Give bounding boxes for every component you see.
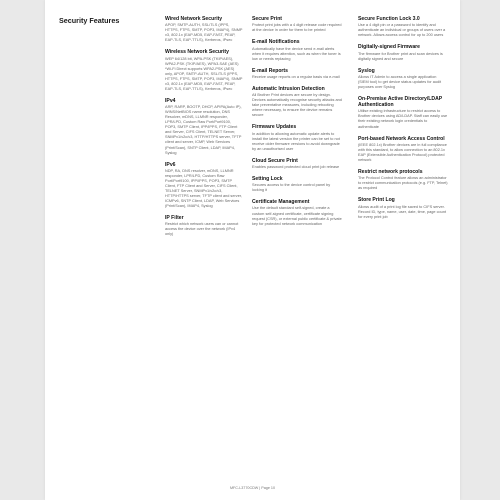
feature-heading: Port-based Network Access Control	[358, 135, 445, 142]
column-1	[165, 16, 243, 244]
feature-heading: Digitally-signed Firmware	[358, 44, 420, 51]
feature-description: Enables password protected cloud print job release	[252, 164, 340, 169]
feature-block	[165, 49, 243, 92]
feature-description: Automatically have the device send e-mail alerts when it requires attention, such as when the toner is low or needs replacing	[252, 46, 341, 61]
feature-block	[358, 197, 448, 219]
feature-heading: Syslog	[358, 67, 375, 74]
feature-block	[165, 98, 243, 156]
feature-description: Receive usage reports on a regular basis via e-mail	[252, 74, 340, 79]
feature-block	[252, 16, 342, 33]
feature-heading: Setting Lock	[252, 175, 283, 182]
feature-heading: Store Print Log	[358, 197, 395, 204]
feature-block	[252, 199, 342, 226]
feature-block	[358, 16, 448, 38]
feature-heading: IPv6	[165, 161, 176, 168]
feature-description: The firmware for Brother print and scan devices is digitally signed and secure	[358, 51, 443, 61]
feature-block	[358, 169, 448, 191]
feature-description: Allows IT Admin to access a single application (SIEM tool) to get device status updates for audit purposes over Syslog	[358, 74, 442, 89]
feature-heading: E-mail Reports	[252, 67, 288, 74]
feature-heading: Secure Print	[252, 16, 283, 22]
feature-description: Utilise existing infrastructure to restrict access to Brother devices using AD/LDAP. Staff can easily use their existing network login credentials to authenticate	[358, 109, 448, 129]
feature-block	[252, 158, 342, 170]
feature-description: WEP 64/128 bit, WPA-PSK (TKIP/AES), WPA2-PSK (TKIP/AES), WPA3-SAE (AES) *Wi-Fi Direct supports WPA2-PSK (AES) only, APOP, SMTP-AUTH, SSL/TLS (IPPS, HTTPS, FTPS, SMTP, POP3, IMAP4), SNMP v3, 802.1x (EAP-MD5, EAP-FAST, PEAP, EAP-TLS, EAP-TTLS), Kerberos, IPsec	[165, 56, 243, 91]
feature-description: Secures access to the device control panel by locking it	[252, 183, 331, 193]
feature-heading: Wired Network Security	[165, 16, 223, 22]
feature-heading: Secure Function Lock 3.0	[358, 16, 420, 22]
feature-block	[358, 68, 448, 90]
feature-description: All Brother Print devices are secure by design. Devices automatically recognise security attacks and take preventative measures, including rebooting where necessary, to ensure the device remains secure	[252, 93, 342, 118]
feature-description: (IEEE 802.1x) Brother devices are in full compliance with this standard, to allow connection to an 802.1x EAP (Extensible Authentication Protocol) protected network	[358, 142, 447, 162]
feature-description: Restrict which network users can or cannot access the device over the network (IPv4 only)	[165, 222, 239, 237]
feature-block	[358, 136, 448, 163]
feature-description: Allows audit of a print log file saved to CIFS server. Record ID, type, name, user, date, time, page count for every print job	[358, 204, 447, 219]
feature-heading: IP Filter	[165, 215, 184, 222]
column-3	[358, 16, 448, 226]
feature-description: In addition to allowing automatic update alerts to install the latest version the printer can be set to not receive older firmware versions to avoid downgrade by an unauthorised user	[252, 131, 340, 151]
feature-heading: Firmware Updates	[252, 124, 297, 131]
feature-description: APOP, SMTP-AUTH, SSL/TLS (IPPS, HTTPS, FTPS, SMTP, POP3, IMAP4), SNMP v3, 802.1x (EAP-MD5, EAP-FAST, PEAP, EAP-TLS, EAP-TTLS), Kerberos, IPsec	[165, 23, 243, 43]
feature-block	[252, 68, 342, 80]
feature-block	[252, 39, 342, 61]
feature-block	[358, 96, 448, 130]
column-2	[252, 16, 342, 233]
feature-heading: On-Premise Active Directory/LDAP Authentication	[358, 95, 443, 109]
page-footer: MFC-L3770CDW | Page 10	[229, 486, 276, 490]
feature-heading: Wireless Network Security	[165, 49, 229, 56]
feature-heading: Certificate Management	[252, 199, 310, 206]
feature-heading: E-mail Notifications	[252, 39, 300, 46]
feature-description: Use the default standard self-signed, create a custom self-signed certificate, certificate signing request (CSR), or external public certificate & private key for protected network communication	[252, 206, 342, 226]
feature-block	[252, 176, 342, 193]
feature-block	[165, 215, 243, 237]
feature-description: ARP, RARP, BOOTP, DHCP, APIPA(Auto IP), WINS/NetBIOS name resolution, DNS Resolver, mDNS, LLMNR responder, LPR/LPD, Custom Raw Port/Port9100, POP3, SMTP Client, IPP/IPPS, FTP Client and Server, CIFS Client, TELNET Server, SNMPv1/v2c/v3, HTTP/HTTPS server, TFTP client and server, ICMP, Web Services (Print/Scan), SNTP Client, LDAP, IMAP4, Syslog	[165, 105, 242, 155]
section-title: Security Features	[59, 16, 120, 25]
feature-description: NDP, RA, DNS resolver, mDNS, LLMNR responder, LPR/LPD, Custom Raw Port/Port9100, IPP/IPPS, POP3, SMTP Client, FTP Client and Server, CIFS Client, TELNET Server, SNMPv1/v2c/v3, HTTP/HTTPS server, TFTP client and server, ICMPv6, SNTP Client, LDAP, Web Services (Print/Scan), IMAP4, Syslog	[165, 168, 242, 209]
feature-description: The Protocol Control feature allows an administrator to restrict communication protocols (e.g. FTP, Telnet) as required	[358, 176, 448, 191]
feature-block	[165, 162, 243, 210]
feature-block	[165, 16, 243, 43]
feature-heading: Cloud Secure Print	[252, 157, 298, 164]
feature-description: Use a 4 digit pin or a password to identify and authenticate an individual or groups of users over a network. Allows access control for up to 200 users	[358, 23, 446, 38]
feature-description: Protect print jobs with a 4 digit release code required at the device in order for them to be printed	[252, 23, 342, 33]
document-page	[45, 0, 460, 500]
feature-heading: IPv4	[165, 97, 176, 104]
feature-heading: Restrict network protocols	[358, 168, 423, 175]
feature-block	[358, 44, 448, 61]
feature-block	[252, 86, 342, 118]
feature-block	[252, 124, 342, 151]
feature-heading: Automatic Intrusion Detection	[252, 85, 325, 92]
